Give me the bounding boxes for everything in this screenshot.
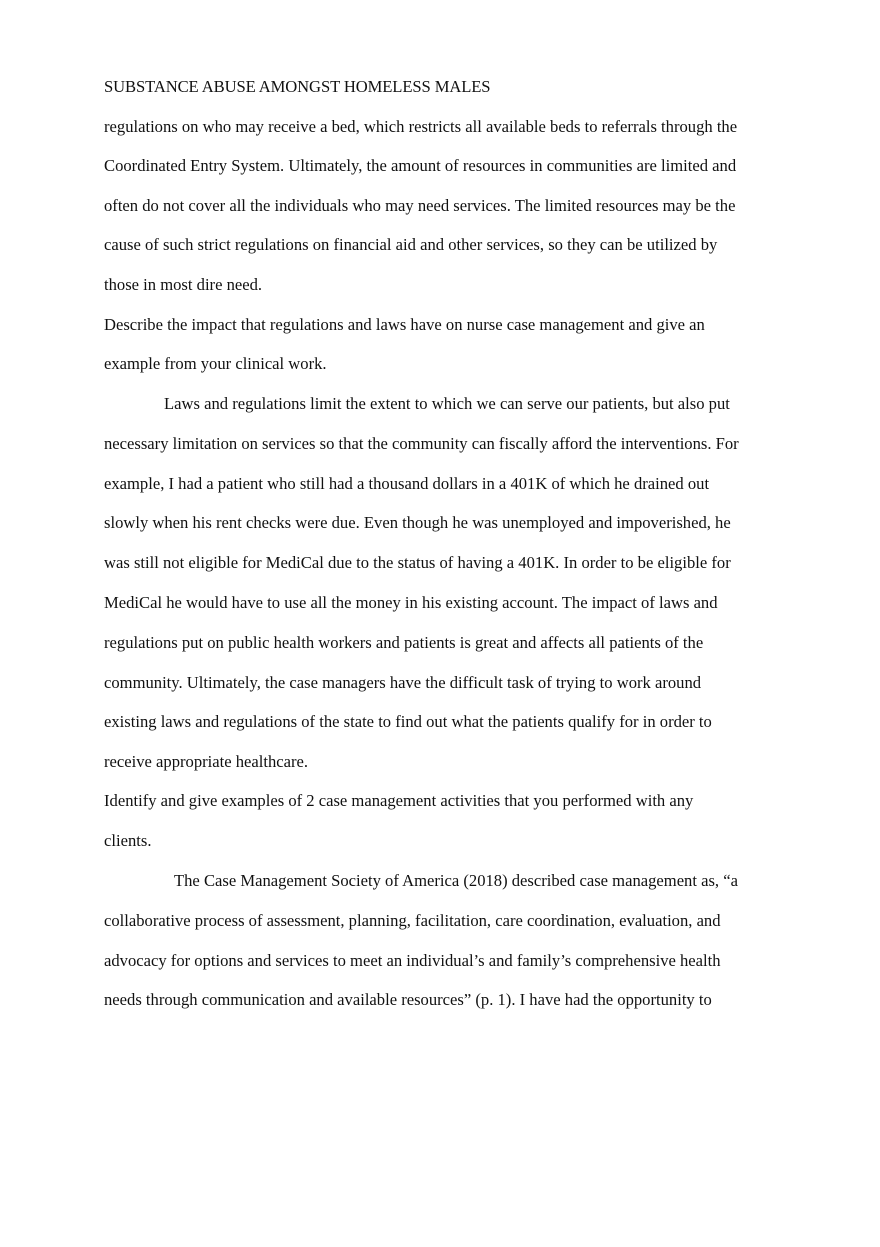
question-2-line-2: clients. xyxy=(104,831,152,850)
paragraph-2-line-5: was still not eligible for MediCal due to the status of having a 401K. In order to be eligible for xyxy=(104,553,731,572)
question-1-line-2: example from your clinical work. xyxy=(104,354,327,373)
paragraph-2-line-8: community. Ultimately, the case managers have the difficult task of trying to work around xyxy=(104,673,702,692)
question-1-line-1: Describe the impact that regulations and laws have on nurse case management and give an xyxy=(104,315,705,334)
paragraph-2-line-7: regulations put on public health workers and patients is great and affects all patients of the xyxy=(104,633,704,652)
paragraph-3-line-1: The Case Management Society of America (2018) described case management as, “a xyxy=(174,871,738,890)
paragraph-1-line-5: those in most dire need. xyxy=(104,275,263,294)
paragraph-2-line-3: example, I had a patient who still had a thousand dollars in a 401K of which he drained out xyxy=(104,474,710,493)
paragraph-2-line-10: receive appropriate healthcare. xyxy=(104,752,309,771)
paragraph-3-line-3: advocacy for options and services to meet an individual’s and family’s comprehensive health xyxy=(104,951,721,970)
paragraph-1-line-1: regulations on who may receive a bed, which restricts all available beds to referrals through the xyxy=(104,117,738,136)
running-head: SUBSTANCE ABUSE AMONGST HOMELESS MALES xyxy=(104,77,491,96)
paragraph-1-line-4: cause of such strict regulations on financial aid and other services, so they can be utilized by xyxy=(104,235,718,254)
paragraph-1-line-2: Coordinated Entry System. Ultimately, the amount of resources in communities are limited and xyxy=(104,156,737,175)
question-2-line-1: Identify and give examples of 2 case management activities that you performed with any xyxy=(104,791,694,810)
paragraph-2-line-1: Laws and regulations limit the extent to which we can serve our patients, but also put xyxy=(164,394,730,413)
paragraph-2-line-4: slowly when his rent checks were due. Even though he was unemployed and impoverished, he xyxy=(104,513,731,532)
paragraph-2-line-6: MediCal he would have to use all the money in his existing account. The impact of laws and xyxy=(104,593,718,612)
paragraph-2-line-9: existing laws and regulations of the state to find out what the patients qualify for in order to xyxy=(104,712,712,731)
paragraph-2-line-2: necessary limitation on services so that the community can fiscally afford the interventions. For xyxy=(104,434,739,453)
paragraph-1-line-3: often do not cover all the individuals who may need services. The limited resources may be the xyxy=(104,196,736,215)
paragraph-3-line-4: needs through communication and available resources” (p. 1). I have had the opportunity to xyxy=(104,990,712,1009)
paragraph-3-line-2: collaborative process of assessment, planning, facilitation, care coordination, evaluation, and xyxy=(104,911,721,930)
